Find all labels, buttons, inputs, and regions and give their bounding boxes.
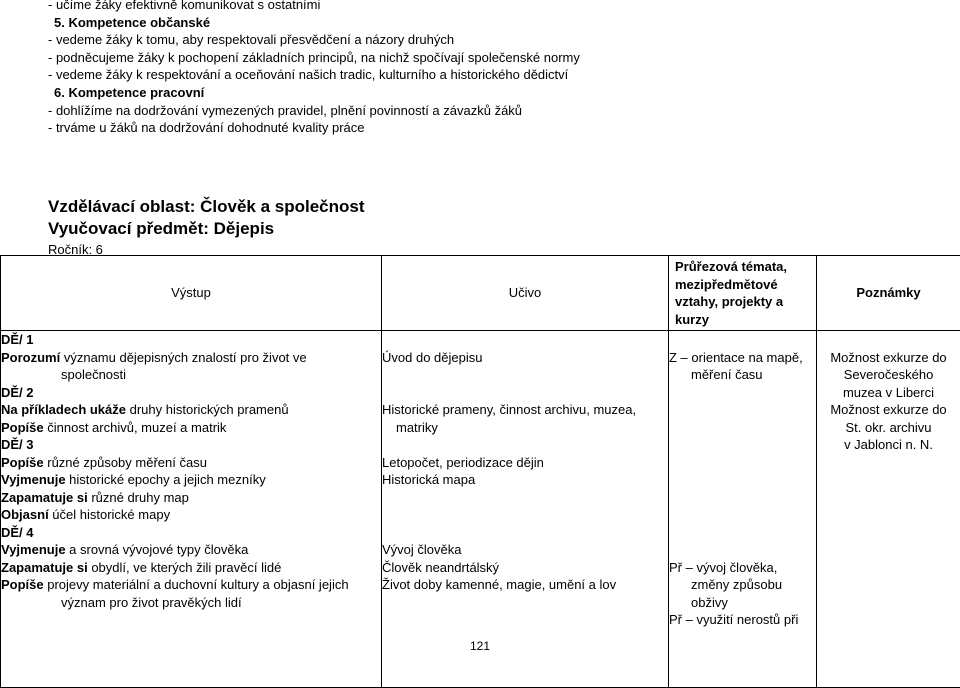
text-line: - učíme žáky efektivně komunikovat s ostatními — [48, 0, 928, 14]
table-header-row — [1, 256, 960, 331]
header-themes: Průřezová témata, mezipředmětové vztahy, projekty a kurzy — [669, 256, 817, 331]
text-line: - vedeme žáky k respektování a oceňování našich tradic, kulturního a historického dědictví — [48, 66, 928, 84]
output-cell: DĚ/ 1 Porozumí významu dějepisných znalostí pro život ve společnosti DĚ/ 2 Na příkladech ukáže druhy historických pramenů Popíše činnost archivů, muzeí a matrik DĚ/ 3 Popíše různé způsoby měření času Vyjmenuje historické epochy a jejich mezníky Zapamatuje si různé druhy map Objasní účel historické mapy DĚ/ 4 Vyjmenuje a srovná vývojové typy člověka Zapamatuje si obydlí, ve kterých žili pravěcí lidé Popíše projevy materiální a duchovní kultury a objasní jejich význam pro život pravěkých lidí — [1, 331, 382, 688]
header-notes: Poznámky — [817, 256, 960, 331]
text-line: - podněcujeme žáky k pochopení základních principů, na nichž spočívají společenské normy — [48, 49, 928, 67]
text-line: - dohlížíme na dodržování vymezených pravidel, plnění povinností a závazků žáků — [48, 102, 928, 120]
section-heading: 5. Kompetence občanské — [48, 14, 928, 32]
curriculum-cell: Úvod do dějepisu Historické prameny, činnost archivu, muzea, matriky Letopočet, periodizace dějin Historická mapa Vývoj člověka Člověk neandrtálský Život doby kamenné, magie, umění a lov — [382, 331, 669, 688]
table-row — [1, 331, 960, 688]
themes-cell: Z – orientace na mapě, měření času Př – vývoj člověka, změny způsobu obživy Př – využití nerostů při — [669, 331, 817, 688]
intro-text — [48, 0, 928, 137]
text-line: - trváme u žáků na dodržování dohodnuté kvality práce — [48, 119, 928, 137]
header-output: Výstup — [1, 256, 382, 331]
grade-label: Ročník: 6 — [48, 241, 365, 258]
subject-title: Vyučovací předmět: Dějepis — [48, 218, 365, 240]
text-line: - vedeme žáky k tomu, aby respektovali přesvědčení a názory druhých — [48, 31, 928, 49]
curriculum-table — [0, 255, 960, 688]
section-heading: 6. Kompetence pracovní — [48, 84, 928, 102]
header-curriculum: Učivo — [382, 256, 669, 331]
subject-heading — [48, 196, 365, 258]
page-number: 121 — [0, 639, 960, 653]
educational-area-title: Vzdělávací oblast: Člověk a společnost — [48, 196, 365, 218]
notes-cell: Možnost exkurze do Severočeského muzea v Liberci Možnost exkurze do St. okr. archivu v Jablonci n. N. — [817, 331, 960, 688]
